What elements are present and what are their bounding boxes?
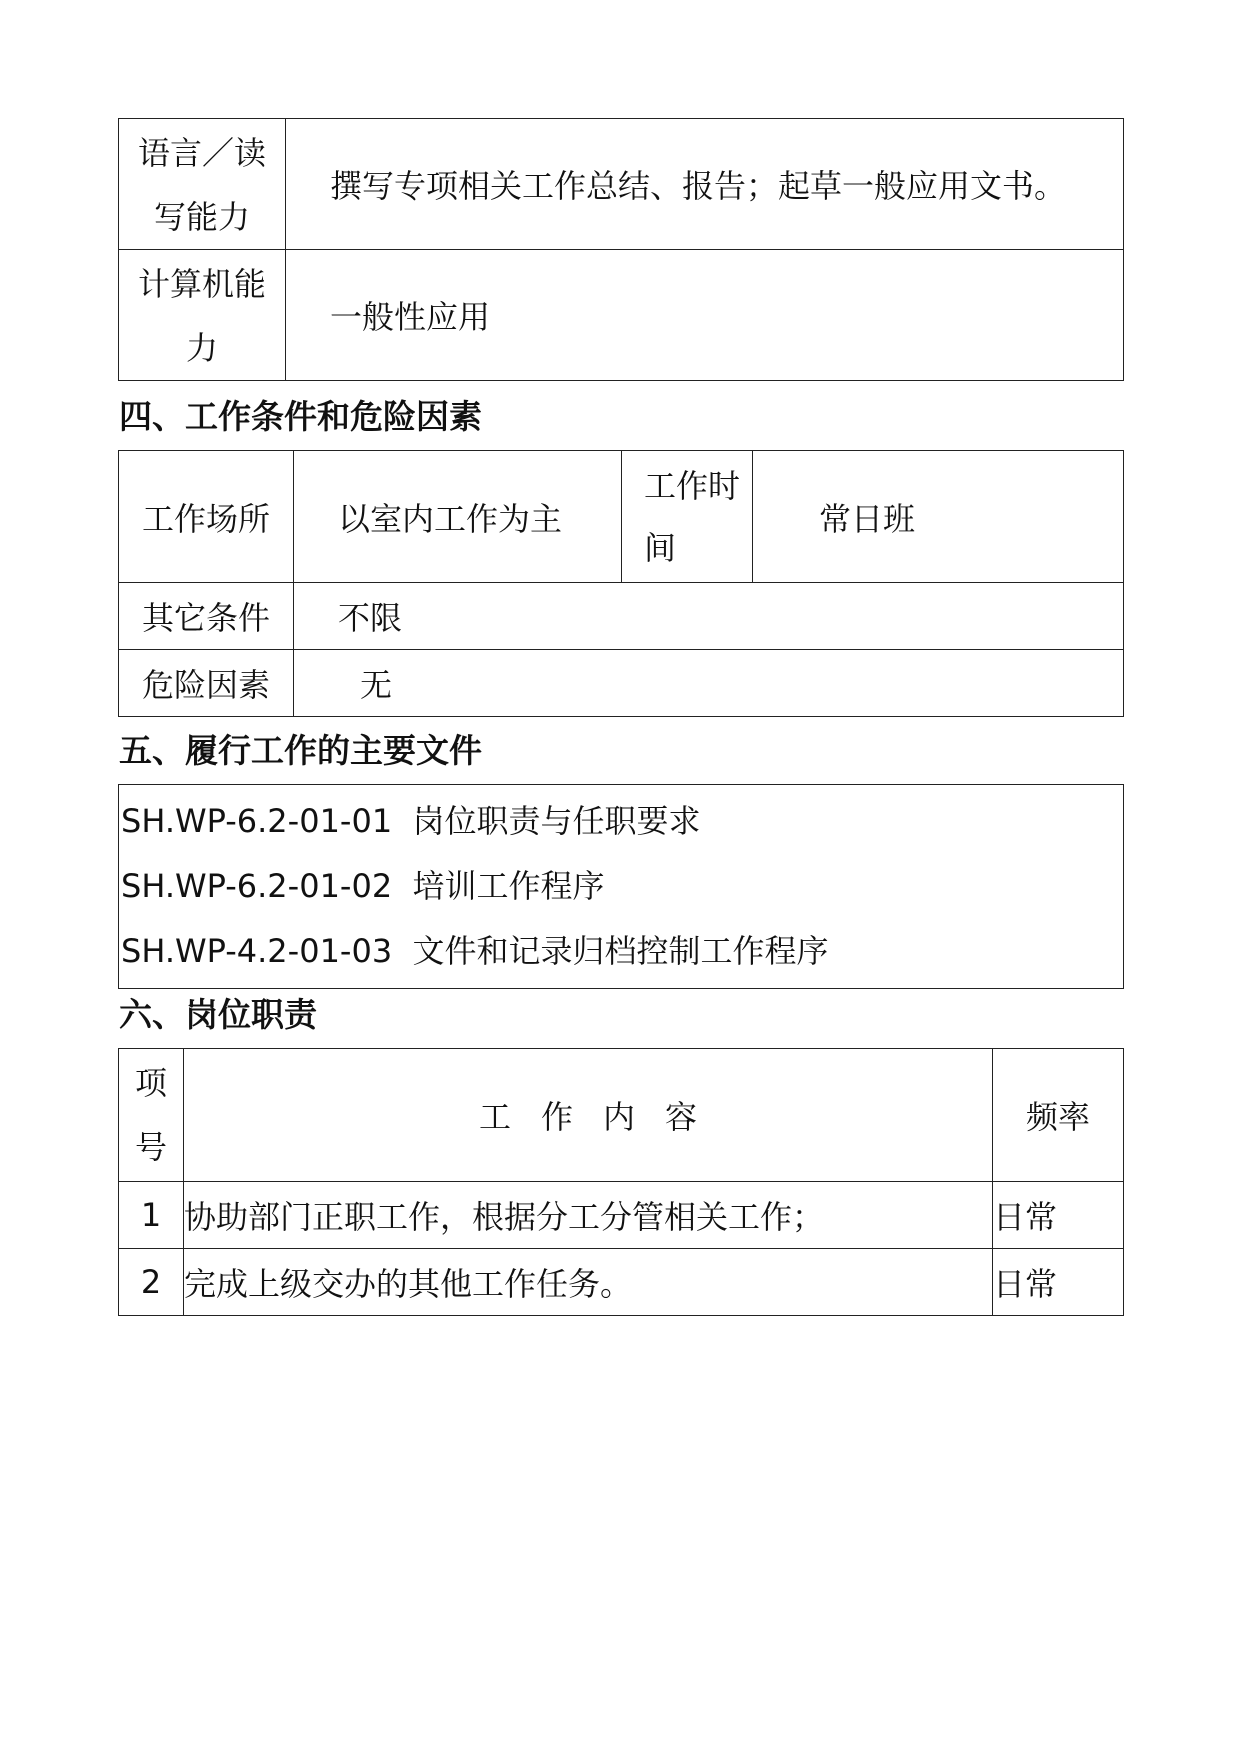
table-row	[119, 785, 1124, 989]
section-title-conditions: 四、工作条件和危险因素	[119, 397, 482, 436]
table-row	[119, 1249, 1124, 1316]
duty-frequency: 日常	[993, 1182, 1124, 1249]
table-header-row	[119, 1049, 1124, 1182]
section-title-duties: 六、岗位职责	[119, 995, 317, 1034]
hazard-value: 无	[294, 650, 1124, 717]
document-item: SH.WP-4.2-01-03 文件和记录归档控制工作程序	[121, 932, 829, 970]
header-no: 项号	[119, 1049, 184, 1182]
duties-table	[118, 1048, 1124, 1316]
document-item: SH.WP-6.2-01-02 培训工作程序	[121, 867, 605, 905]
conditions-table	[118, 450, 1124, 717]
duty-content: 协助部门正职工作，根据分工分管相关工作；	[184, 1182, 993, 1249]
language-skill-value: 撰写专项相关工作总结、报告；起草一般应用文书。	[286, 119, 1124, 250]
documents-table	[118, 784, 1124, 989]
language-skill-label: 语言／读写能力	[119, 119, 286, 250]
hazard-label: 危险因素	[119, 650, 294, 717]
workplace-value: 以室内工作为主	[294, 451, 622, 583]
workplace-label: 工作场所	[119, 451, 294, 583]
worktime-label: 工作时间	[622, 451, 753, 583]
computer-skill-label: 计算机能力	[119, 250, 286, 381]
table-row	[119, 583, 1124, 650]
documents-cell	[119, 785, 1124, 989]
table-row	[119, 650, 1124, 717]
other-conditions-label: 其它条件	[119, 583, 294, 650]
duty-no: 1	[119, 1182, 184, 1249]
duty-frequency: 日常	[993, 1249, 1124, 1316]
computer-skill-value: 一般性应用	[286, 250, 1124, 381]
duty-content: 完成上级交办的其他工作任务。	[184, 1249, 993, 1316]
header-frequency: 频率	[993, 1049, 1124, 1182]
duty-no: 2	[119, 1249, 184, 1316]
table-row	[119, 451, 1124, 583]
document-item: SH.WP-6.2-01-01 岗位职责与任职要求	[121, 802, 701, 840]
table-row	[119, 119, 1124, 250]
worktime-value: 常日班	[753, 451, 1124, 583]
header-content: 工作内容	[184, 1049, 993, 1182]
other-conditions-value: 不限	[294, 583, 1124, 650]
table-row	[119, 250, 1124, 381]
section-title-documents: 五、履行工作的主要文件	[119, 731, 482, 770]
skills-table	[118, 118, 1124, 381]
table-row	[119, 1182, 1124, 1249]
